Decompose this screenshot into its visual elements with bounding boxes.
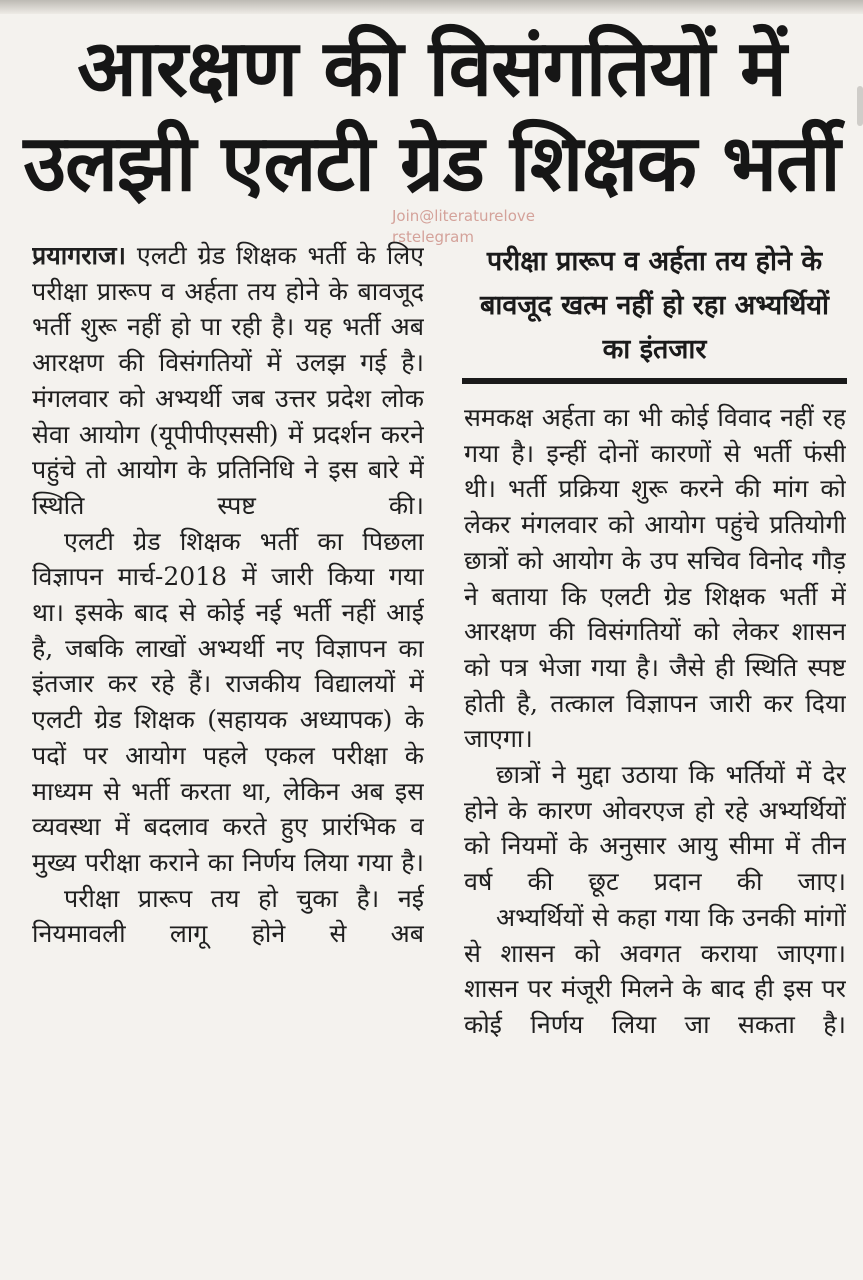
scrollbar-thumb[interactable]	[857, 86, 863, 126]
headline-line-2: उलझी एलटी ग्रेड शिक्षक भर्ती	[23, 119, 840, 209]
subheadline-box: परीक्षा प्रारूप व अर्हता तय होने के बावजूद खत्म नहीं हो रहा अभ्यर्थियों का इंतजार	[479, 246, 830, 365]
dateline: प्रयागराज।	[32, 241, 127, 270]
watermark-line-1: Join@literaturelove	[392, 207, 535, 225]
left-paragraph-3: परीक्षा प्रारूप तय हो चुका है। नई नियमावली लागू होने से अब	[32, 883, 424, 949]
subheadline-rule	[462, 378, 847, 384]
headline-line-1: आरक्षण की विसंगतियों में	[77, 24, 786, 114]
right-paragraph-3: अभ्यर्थियों से कहा गया कि उनकी मांगों से शासन को अवगत कराया जाएगा। शासन पर मंजूरी मिलने के बाद ही इस पर कोई निर्णय लिया जा सकता है।	[464, 902, 846, 1039]
right-paragraph-2: छात्रों ने मुद्दा उठाया कि भर्तियों में देर होने के कारण ओवरएज हो रहे अभ्यर्थियों को नियमों के अनुसार आयु सीमा में तीन वर्ष की छूट प्रदान की जाए।	[464, 760, 846, 897]
left-paragraph-2: एलटी ग्रेड शिक्षक भर्ती का पिछला विज्ञापन मार्च-2018 में जारी किया गया था। इसके बाद से कोई नई भर्ती नहीं आई है, जबकि लाखों अभ्यर्थी नए विज्ञापन का इंतजार कर रहे हैं। राजकीय विद्यालयों में एलटी ग्रेड शिक्षक (सहायक अध्यापक) के पदों पर आयोग पहले एकल परीक्षा के माध्यम से भर्ती करता था, लेकिन अब इस व्यवस्था में बदलाव करते हुए प्रारंभिक व मुख्य परीक्षा कराने का निर्णय लिया गया है।	[32, 526, 424, 877]
right-column	[464, 400, 846, 1043]
left-column	[32, 238, 424, 952]
right-paragraph-1: समकक्ष अर्हता का भी कोई विवाद नहीं रह गया है। इन्हीं दोनों कारणों से भर्ती फंसी थी। भर्ती प्रक्रिया शुरू करने की मांग को लेकर मंगलवार को आयोग पहुंचे प्रतियोगी छात्रों को आयोग के उप सचिव विनोद गौड़ ने बताया कि एलटी ग्रेड शिक्षक भर्ती में आरक्षण की विसंगतियों को लेकर शासन को पत्र भेजा गया है। जैसे ही स्थिति स्पष्ट होती है, तत्काल विज्ञापन जारी कर दिया जाएगा।	[464, 403, 846, 754]
watermark-line-2: rstelegram	[392, 228, 474, 246]
left-paragraph-1-text: एलटी ग्रेड शिक्षक भर्ती के लिए परीक्षा प्रारूप व अर्हता तय होने के बावजूद भर्ती शुरू नहीं हो पा रही है। यह भर्ती अब आरक्षण की विसंगतियों में उलझ गई है। मंगलवार को अभ्यर्थी जब उत्तर प्रदेश लोक सेवा आयोग (यूपीपीएससी) में प्रदर्शन करने पहुंचे तो आयोग के प्रतिनिधि ने इस बारे में स्थिति स्पष्ट की।	[32, 241, 424, 520]
previous-article-strip	[0, 0, 863, 14]
left-paragraph-1	[32, 238, 424, 524]
